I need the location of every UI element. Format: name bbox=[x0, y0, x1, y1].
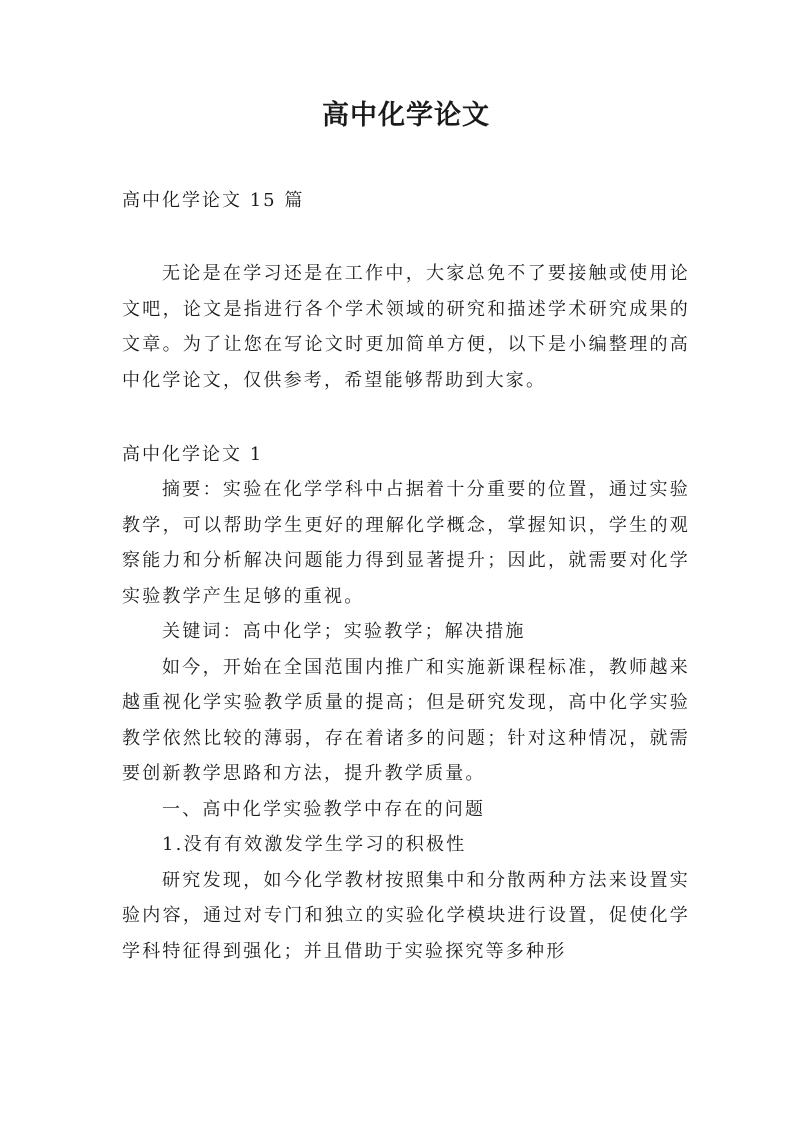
heading-level-2: 1.没有有效激发学生学习的积极性 bbox=[162, 834, 467, 855]
intro-paragraph: 无论是在学习还是在工作中，大家总免不了要接触或使用论文吧，论文是指进行各个学术领域的研究和描述学术研究成果的文章。为了让您在写论文时更加简单方便，以下是小编整理的高中化学论文，仅供参考，希望能够帮助到大家。 bbox=[122, 263, 690, 391]
body-paragraph: 研究发现，如今化学教材按照集中和分散两种方法来设置实验内容，通过对专门和独立的实验化学模块进行设置，促使化学学科特征得到强化；并且借助于实验探究等多种形 bbox=[122, 869, 690, 962]
section-title: 高中化学论文 1 bbox=[122, 444, 264, 465]
heading-level-1: 一、高中化学实验教学中存在的问题 bbox=[162, 798, 486, 820]
keywords-paragraph: 关键词：高中化学；实验教学；解决措施 bbox=[162, 621, 526, 642]
document-subtitle: 高中化学论文 15 篇 bbox=[122, 190, 305, 211]
abstract-paragraph: 摘要：实验在化学学科中占据着十分重要的位置，通过实验教学，可以帮助学生更好的理解化学概念，掌握知识，学生的观察能力和分析解决问题能力得到显著提升；因此，就需要对化学实验教学产生足够的重视。 bbox=[122, 479, 690, 607]
body-paragraph: 如今，开始在全国范围内推广和实施新课程标准，教师越来越重视化学实验教学质量的提高；但是研究发现，高中化学实验教学依然比较的薄弱，存在着诸多的问题；针对这种情况，就需要创新教学思路和方法，提升教学质量。 bbox=[122, 656, 690, 784]
document-title: 高中化学论文 bbox=[322, 100, 490, 131]
